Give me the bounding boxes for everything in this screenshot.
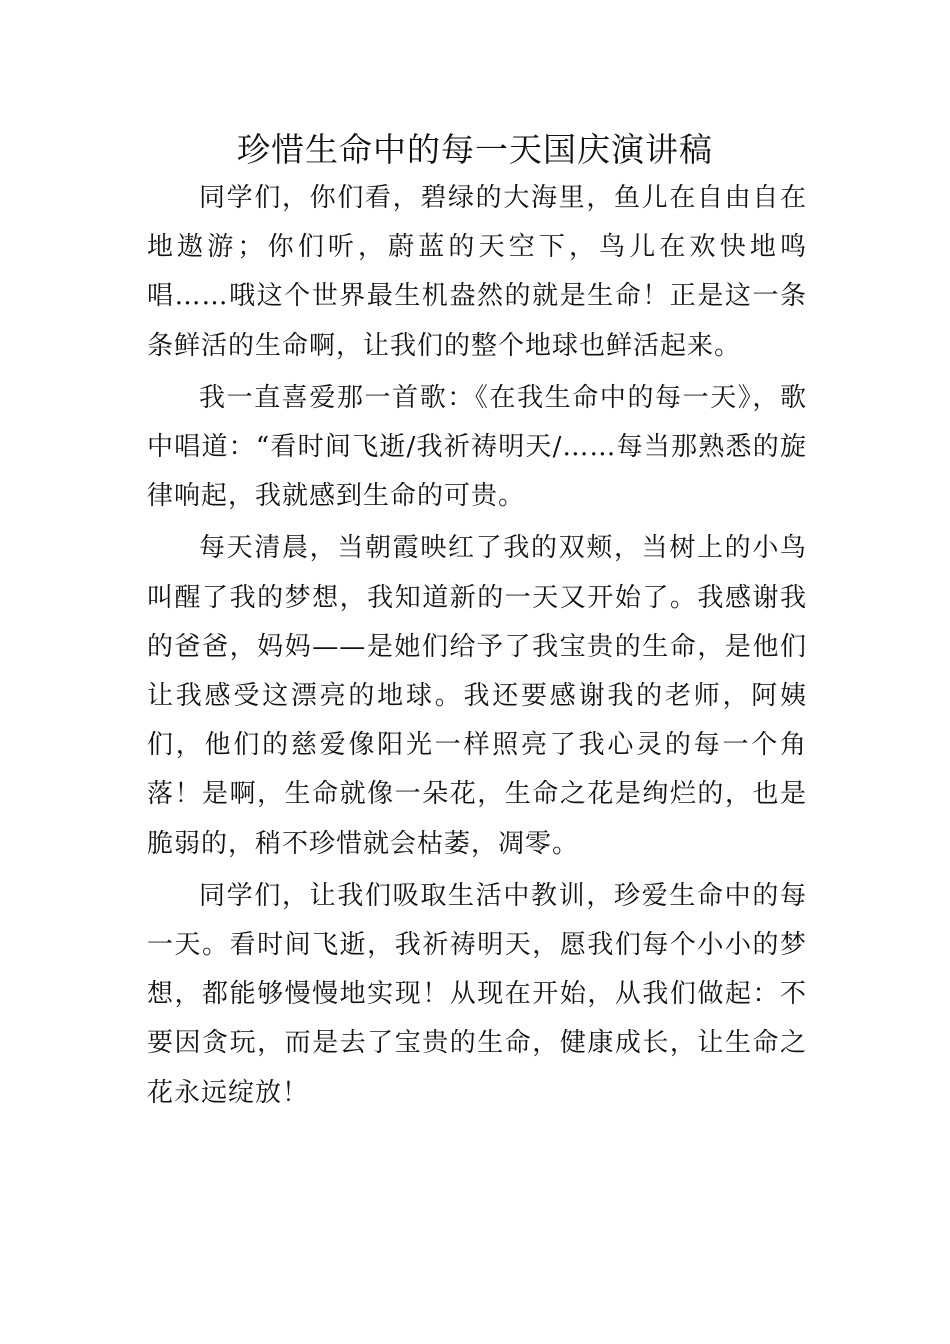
document-body xyxy=(147,174,807,1121)
paragraph-1: 同学们，你们看，碧绿的大海里，鱼儿在自由自在地遨游；你们听，蔚蓝的天空下，鸟儿在欢快地鸣唱……哦这个世界最生机盎然的就是生命！正是这一条条鲜活的生命啊，让我们的整个地球也鲜活起来。 xyxy=(147,183,807,361)
paragraph-4: 同学们，让我们吸取生活中教训，珍爱生命中的每一天。看时间飞逝，我祈祷明天，愿我们每个小小的梦想，都能够慢慢地实现！从现在开始，从我们做起：不要因贪玩，而是去了宝贵的生命，健康成长，让生命之花永远绽放！ xyxy=(147,880,807,1108)
paragraph-3: 每天清晨，当朝霞映红了我的双颊，当树上的小鸟叫醒了我的梦想，我知道新的一天又开始了。我感谢我的爸爸，妈妈——是她们给予了我宝贵的生命，是他们让我感受这漂亮的地球。我还要感谢我的老师，阿姨们，他们的慈爱像阳光一样照亮了我心灵的每一个角落！是啊，生命就像一朵花，生命之花是绚烂的，也是脆弱的，稍不珍惜就会枯萎，凋零。 xyxy=(147,533,807,859)
document-title: 珍惜生命中的每一天国庆演讲稿 xyxy=(237,130,713,169)
paragraph-2: 我一直喜爱那一首歌：《在我生命中的每一天》，歌中唱道：“看时间飞逝/我祈祷明天/……每当那熟悉的旋律响起，我就感到生命的可贵。 xyxy=(147,382,807,512)
